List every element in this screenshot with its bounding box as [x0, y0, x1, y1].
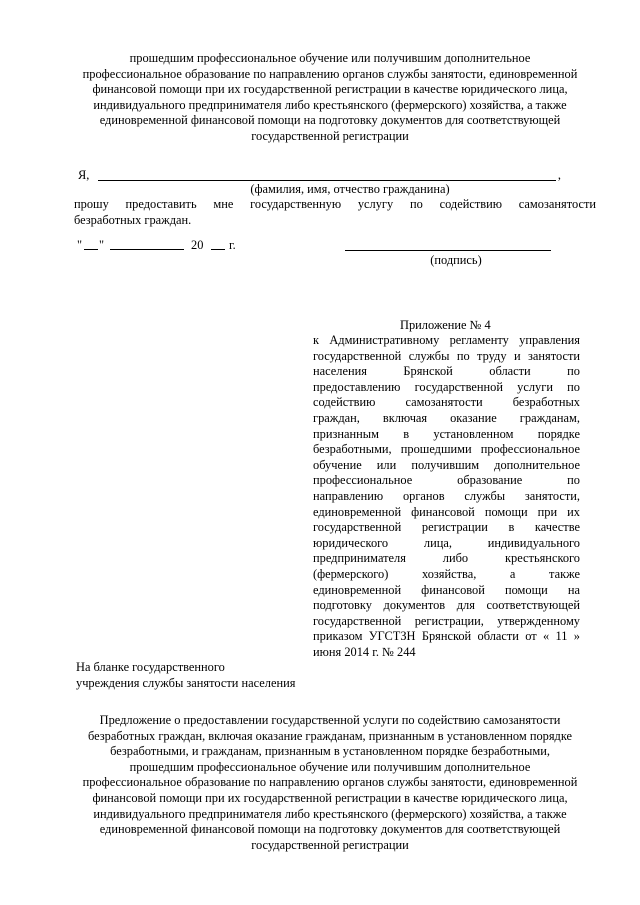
appendix-body	[313, 333, 580, 660]
appendix-line: предпринимателя либо крестьянского	[313, 551, 580, 566]
appendix-line: граждан, включая оказание гражданам,	[313, 410, 580, 425]
proposal-line: Предложение о предоставлении государственной услуги по содействию самозанятости	[99, 713, 561, 727]
appendix-title: Приложение № 4	[400, 318, 491, 332]
appendix-last-line: июня 2014 г. № 244	[313, 644, 416, 659]
appendix-line: единовременной финансовой помощи на	[313, 582, 580, 597]
appendix-line: безработными, прошедшими профессиональное	[313, 442, 580, 457]
proposal-line: прошедшим профессиональное обучение или получившим дополнительное	[129, 759, 531, 774]
top-heading	[72, 51, 588, 145]
heading-line: единовременной финансовой помощи на подготовку документов для соответствующей	[99, 113, 561, 128]
heading-line: финансовой помощи при их государственной регистрации в качестве юридического лица,	[92, 82, 568, 97]
proposal-line: профессиональное образование по направлению органов службы занятости, единовременной	[82, 775, 578, 790]
heading-line: индивидуального предпринимателя либо крестьянского (фермерского) хозяйства, а также	[93, 97, 567, 112]
date-row	[74, 238, 274, 254]
appendix-line: государственной регистрации в качестве	[313, 520, 580, 535]
proposal-line: индивидуального предпринимателя либо крестьянского (фермерского) хозяйства, а также	[93, 806, 567, 821]
appendix-line: направлению органов службы занятости,	[313, 488, 580, 503]
proposal-heading	[70, 713, 590, 853]
appendix-line: признанным в установленном порядке	[313, 426, 580, 441]
heading-line: профессиональное образование по направлению органов службы занятости, единовременной	[82, 66, 578, 81]
appendix-line: государственной службы по труду и занятости	[313, 348, 580, 363]
appendix-line: обучение или получившим дополнительное	[313, 457, 580, 472]
appendix-line: профессиональное образование по	[313, 473, 580, 488]
proposal-line: государственной регистрации	[251, 837, 409, 852]
signature-field[interactable]	[345, 250, 551, 251]
name-comma: ,	[557, 168, 561, 182]
appendix-line: государственной регистрации, утвержденному	[313, 613, 580, 628]
appendix-line: населения Брянской области по	[313, 364, 580, 379]
appendix-line: (фермерского) хозяйства, а также	[313, 566, 580, 581]
date-quote-close: "	[99, 238, 105, 252]
proposal-line: безработных граждан, включая оказание гражданам, признанным в установленном порядке	[87, 728, 573, 743]
heading-line: государственной регистрации	[251, 128, 409, 143]
appendix-line: содействию самозанятости безработных	[313, 395, 580, 410]
blank-note	[76, 660, 336, 691]
heading-line: прошедшим профессиональное обучение или получившим дополнительное	[129, 51, 531, 65]
proposal-line: единовременной финансовой помощи на подготовку документов для соответствующей	[99, 822, 561, 837]
appendix-line: единовременной финансовой помощи при их	[313, 504, 580, 519]
fio-caption: (фамилия, имя, отчество гражданина)	[250, 182, 450, 196]
request-line: безработных граждан.	[74, 212, 192, 227]
appendix-line: предоставлению государственной услуги по	[313, 379, 580, 394]
proposal-line: финансовой помощи при их государственной регистрации в качестве юридического лица,	[92, 790, 568, 805]
appendix-line: подготовку документов для соответствующей	[313, 598, 580, 613]
request-line: прошу предоставить мне государственную услугу по содействию самозанятости	[74, 197, 596, 211]
appendix-line: к Административному регламенту управления	[313, 333, 580, 347]
request-text	[74, 197, 596, 228]
signature-caption: (подпись)	[430, 253, 482, 267]
date-quote-open: "	[77, 238, 83, 252]
date-year-prefix: 20	[191, 238, 204, 252]
date-year-field[interactable]	[211, 249, 225, 250]
date-year-suffix: г.	[229, 238, 236, 252]
date-day-field[interactable]	[84, 249, 98, 250]
ja-label: Я,	[78, 168, 90, 182]
appendix-line: юридического лица, индивидуального	[313, 535, 580, 550]
appendix-line: приказом УГСТЗН Брянской области от « 11 »	[313, 629, 580, 644]
applicant-name-field[interactable]	[98, 180, 556, 181]
blank-note-line: На бланке государственного	[76, 660, 225, 674]
proposal-line: безработными, и гражданам, признанным в установленном порядке безработными,	[110, 744, 550, 759]
date-month-field[interactable]	[110, 249, 184, 250]
blank-note-line: учреждения службы занятости населения	[76, 675, 296, 690]
